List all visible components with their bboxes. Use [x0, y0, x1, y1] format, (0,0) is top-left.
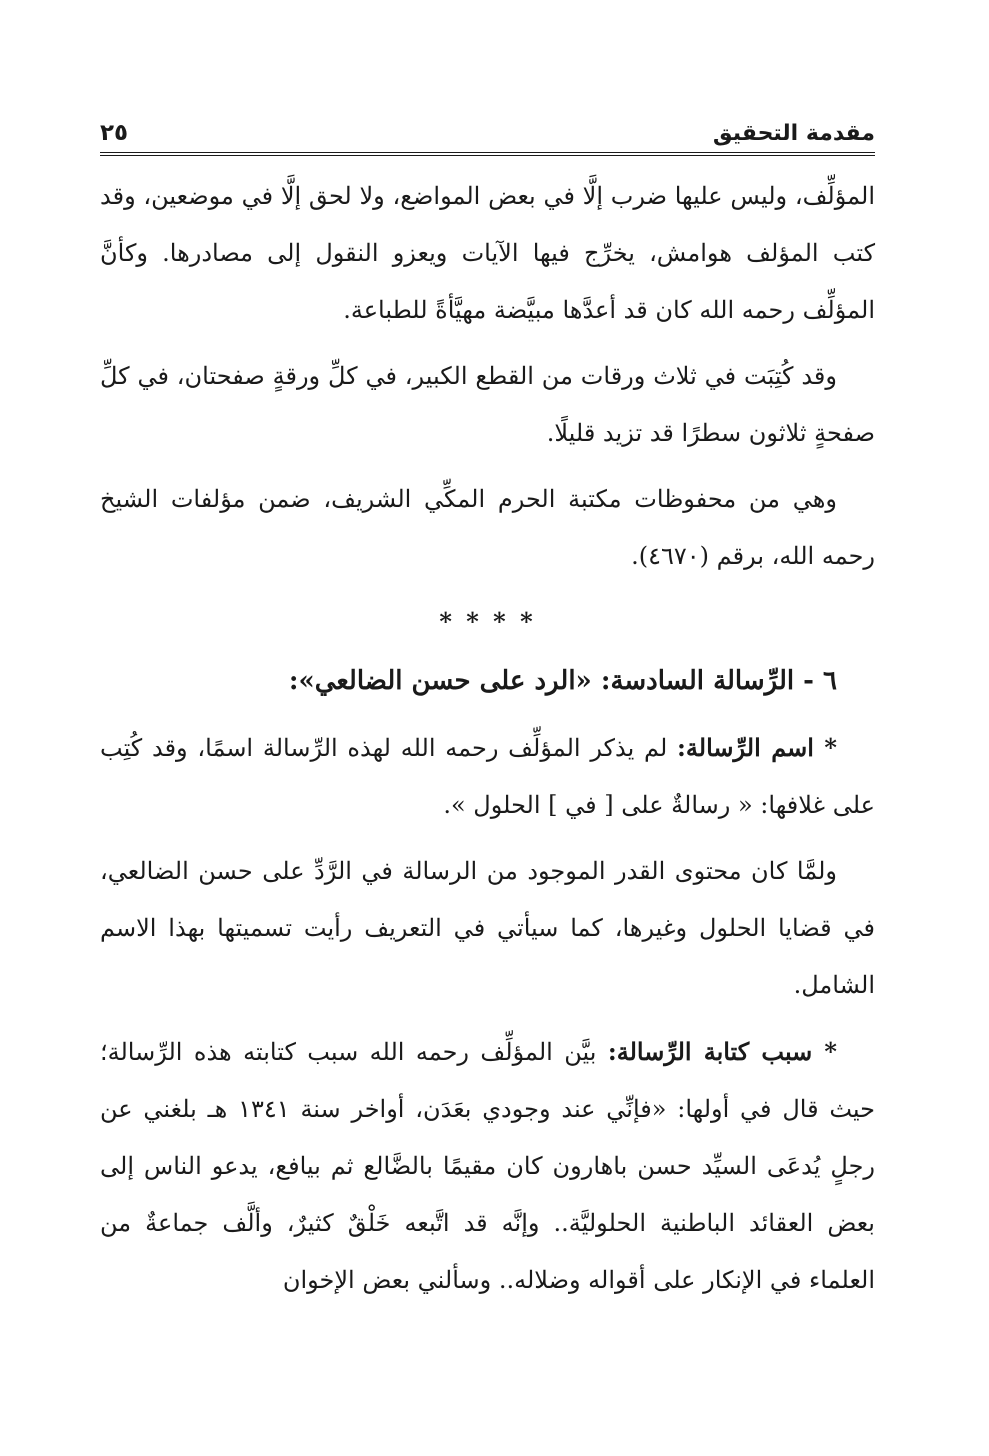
running-title: مقدمة التحقيق [712, 121, 875, 146]
paragraph-manuscript-description: المؤلِّف، وليس عليها ضرب إلَّا في بعض المواضع، ولا لحق إلَّا في موضعين، وقد كتب المؤلف هوامش، يخرِّج فيها الآيات ويعزو النقول إلى مصادرها. وكأنَّ المؤلِّف رحمه الله كان قد أعدَّها مبيَّضة مهيَّأةً للطباعة. [100, 182, 875, 324]
paragraph-library: وهي من محفوظات مكتبة الحرم المكِّي الشريف، ضمن مؤلفات الشيخ رحمه الله، برقم (٤٦٧٠). [100, 485, 875, 570]
reason-text: بيَّن المؤلِّف رحمه الله سبب كتابته هذه الرِّسالة؛ حيث قال في أولها: «فإنِّي عند وجودي بعَدَن، أواخر سنة ١٣٤١ هـ بلغني عن رجلٍ يُدعَى السيِّد حسن باهارون كان مقيمًا بالضَّالع ثم بيافع، يدعو الناس إلى بعض العقائد الباطنية الحلوليَّة.. وإنَّه قد اتَّبعه خَلْقٌ كثيرٌ، وألَّف جماعةٌ من العلماء في الإنكار على أقواله وضلاله.. وسألني بعض الإخوان [100, 1038, 875, 1294]
paragraph-treatise-name [100, 719, 875, 834]
page-number: ٢٥ [100, 120, 129, 146]
paragraph-reason [100, 1023, 875, 1309]
paragraph-naming: ولمَّا كان محتوى القدر الموجود من الرسالة في الرَّدِّ على حسن الضالعي، في قضايا الحلول وغيرها، كما سيأتي في التعريف رأيت تسميتها بهذا الاسم الشامل. [100, 857, 875, 999]
section-heading: ٦ - الرِّسالة السادسة: «الرد على حسن الضالعي»: [288, 666, 837, 696]
label-reason: * سبب كتابة الرِّسالة: [607, 1037, 837, 1066]
paragraph-pages: وقد كُتِبَت في ثلاث ورقات من القطع الكبير، في كلِّ ورقةٍ صفحتان، في كلِّ صفحةٍ ثلاثون سطرًا قد تزيد قليلًا. [100, 362, 875, 447]
label-treatise-name: * اسم الرِّسالة: [677, 733, 837, 762]
section-separator: * * * * [439, 607, 536, 636]
header-rule [100, 152, 875, 153]
page-header [100, 112, 875, 146]
treatise-name-text: لم يذكر المؤلِّف رحمه الله لهذه الرِّسالة اسمًا، وقد كُتِب على غلافها: « رسالةٌ على [ في ] الحلول ». [100, 734, 875, 819]
document-page [100, 112, 875, 1309]
header-rule-second [100, 155, 875, 156]
